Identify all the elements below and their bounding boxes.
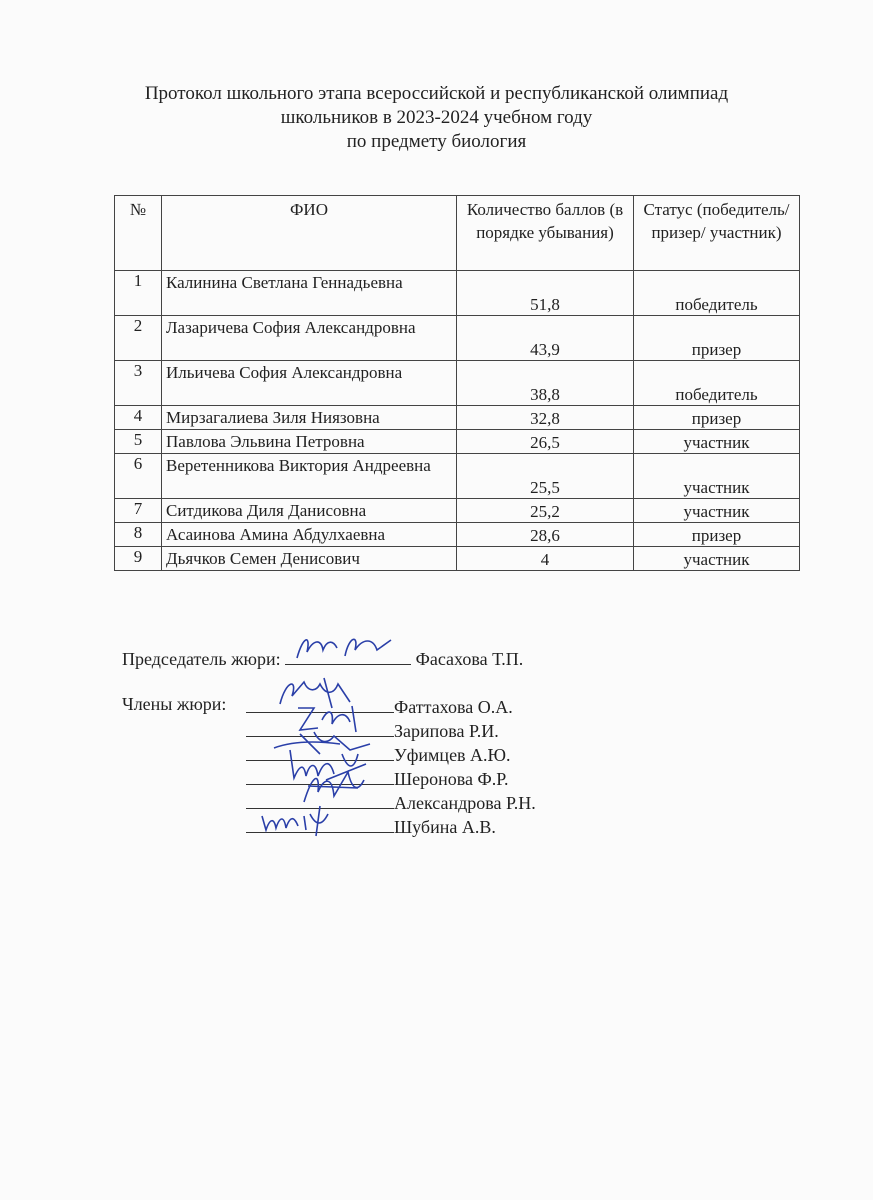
row-num: 5 <box>115 430 162 454</box>
member-name: Уфимцев А.Ю. <box>394 745 511 765</box>
table-row <box>115 430 800 454</box>
row-score: 25,2 <box>457 499 634 523</box>
row-status: призер <box>634 406 800 430</box>
row-name: Асаинова Амина Абдулхаевна <box>162 523 457 547</box>
row-name: Калинина Светлана Геннадьевна <box>162 271 457 316</box>
row-name: Дьячков Семен Денисович <box>162 547 457 571</box>
table-row <box>115 523 800 547</box>
row-score: 4 <box>457 547 634 571</box>
title-line-1: Протокол школьного этапа всероссийской и республиканской олимпиад <box>144 83 729 104</box>
row-name: Ситдикова Диля Данисовна <box>162 499 457 523</box>
header-name: ФИО <box>162 196 457 271</box>
member-signature-line <box>246 814 394 833</box>
table-row <box>115 454 800 499</box>
jury-member-row <box>246 814 496 838</box>
row-name: Мирзагалиева Зиля Ниязовна <box>162 406 457 430</box>
table-row <box>115 271 800 316</box>
table-row <box>115 547 800 571</box>
row-name: Веретенникова Виктория Андреевна <box>162 454 457 499</box>
row-num: 3 <box>115 361 162 406</box>
row-score: 25,5 <box>457 454 634 499</box>
title-line-2: школьников в 2023-2024 учебном году <box>280 107 593 128</box>
chair-name: Фасахова Т.П. <box>415 649 524 669</box>
jury-members-label: Члены жюри: <box>122 694 227 714</box>
member-name: Александрова Р.Н. <box>394 793 536 813</box>
row-score: 32,8 <box>457 406 634 430</box>
row-score: 43,9 <box>457 316 634 361</box>
jury-chair-row <box>122 646 523 670</box>
row-status: участник <box>634 454 800 499</box>
member-name: Шубина А.В. <box>394 817 496 837</box>
member-name: Шеронова Ф.Р. <box>394 769 509 789</box>
row-num: 9 <box>115 547 162 571</box>
row-status: призер <box>634 523 800 547</box>
row-status: участник <box>634 547 800 571</box>
member-signature-icon <box>258 796 368 840</box>
table-row <box>115 499 800 523</box>
row-num: 8 <box>115 523 162 547</box>
table-row <box>115 316 800 361</box>
row-status: участник <box>634 430 800 454</box>
member-name: Фаттахова О.А. <box>394 697 513 717</box>
document-title <box>0 82 873 154</box>
header-score: Количество баллов (в порядке убывания) <box>457 196 634 271</box>
row-score: 26,5 <box>457 430 634 454</box>
row-score: 38,8 <box>457 361 634 406</box>
row-name: Ильичева София Александровна <box>162 361 457 406</box>
table-header-row <box>115 196 800 271</box>
chair-signature-icon <box>293 628 403 668</box>
row-status: призер <box>634 316 800 361</box>
row-name: Павлова Эльвина Петровна <box>162 430 457 454</box>
row-score: 51,8 <box>457 271 634 316</box>
table-row <box>115 406 800 430</box>
row-num: 4 <box>115 406 162 430</box>
row-status: победитель <box>634 361 800 406</box>
chair-signature-line <box>285 646 411 665</box>
title-line-3: по предмету биология <box>346 131 527 152</box>
row-num: 7 <box>115 499 162 523</box>
results-table <box>114 195 800 571</box>
member-name: Зарипова Р.И. <box>394 721 499 741</box>
row-status: победитель <box>634 271 800 316</box>
row-status: участник <box>634 499 800 523</box>
header-status: Статус (победитель/ призер/ участник) <box>634 196 800 271</box>
row-name: Лазаричева София Александровна <box>162 316 457 361</box>
header-num: № <box>115 196 162 271</box>
row-num: 2 <box>115 316 162 361</box>
table-row <box>115 361 800 406</box>
row-score: 28,6 <box>457 523 634 547</box>
row-num: 6 <box>115 454 162 499</box>
chair-label: Председатель жюри: <box>122 649 281 669</box>
row-num: 1 <box>115 271 162 316</box>
